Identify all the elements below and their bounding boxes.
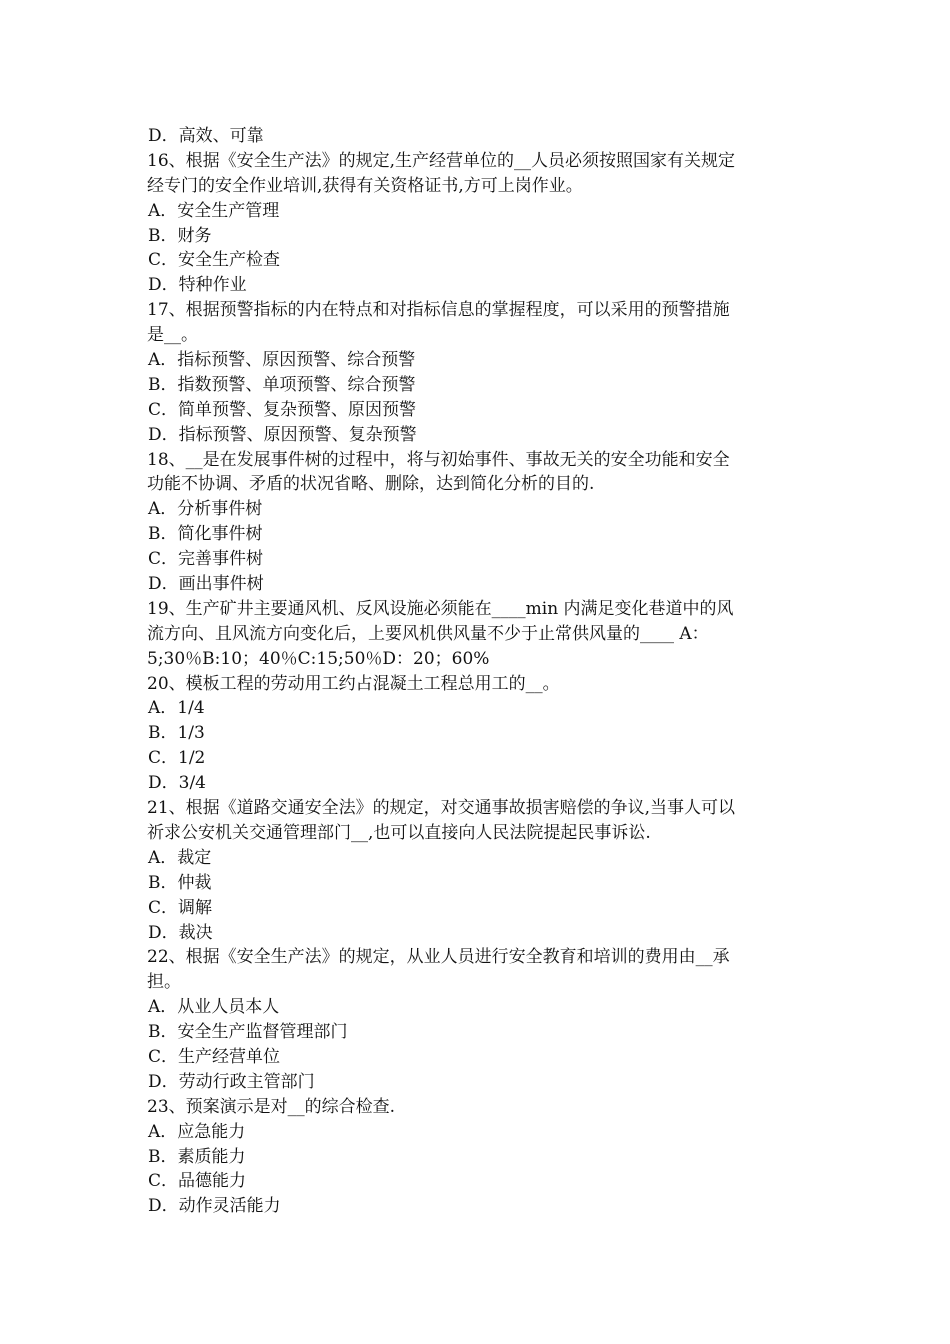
answer-option: B．财务 <box>148 225 212 246</box>
question-text-line: 19、生产矿井主要通风机、反风设施必须能在____min 内满足变化巷道中的风 <box>147 598 734 619</box>
question-text-line: 是__。 <box>147 325 198 346</box>
question-text-line: 18、__是在发展事件树的过程中，将与初始事件、事故无关的安全功能和安全 <box>147 449 730 470</box>
answer-option: D．特种作业 <box>148 275 247 296</box>
answer-option: B．仲裁 <box>148 872 212 893</box>
answer-option: C．安全生产检查 <box>148 250 281 271</box>
question-text-line: 16、根据《安全生产法》的规定,生产经营单位的__人员必须按照国家有关规定 <box>147 150 736 171</box>
answer-option: A．分析事件树 <box>148 499 263 520</box>
question-text-line: 功能不协调、矛盾的状况省略、删除，达到简化分析的目的. <box>147 474 595 495</box>
answer-option: C．简单预警、复杂预警、原因预警 <box>148 399 417 420</box>
answer-option: D．劳动行政主管部门 <box>148 1071 315 1092</box>
question-text-line: 祈求公安机关交通管理部门__,也可以直接向人民法院提起民事诉讼. <box>147 822 651 843</box>
answer-option: B．素质能力 <box>148 1146 246 1167</box>
answer-option: B．简化事件树 <box>148 524 263 545</box>
answer-option: D．3/4 <box>148 773 206 794</box>
answer-option: C．品德能力 <box>148 1171 247 1192</box>
answer-option: D．裁决 <box>148 922 213 943</box>
answer-option: A．指标预警、原因预警、综合预警 <box>148 350 416 371</box>
question-text-line: 5;30％B:10；40％C:15;50％D：20；60% <box>147 648 490 669</box>
answer-option: B．指数预警、单项预警、综合预警 <box>148 374 416 395</box>
answer-option: A．应急能力 <box>148 1121 246 1142</box>
answer-option: D．动作灵活能力 <box>148 1196 281 1217</box>
question-text-line: 23、预案演示是对__的综合检查. <box>147 1096 396 1117</box>
question-text-line: 流方向、且风流方向变化后，上要风机供风量不少于止常供风量的____ A： <box>147 623 709 644</box>
answer-option: D．指标预警、原因预警、复杂预警 <box>148 424 417 445</box>
question-text-line: 经专门的安全作业培训,获得有关资格证书,方可上岗作业。 <box>147 175 583 196</box>
answer-option: B．安全生产监督管理部门 <box>148 1022 348 1043</box>
answer-option: C．调解 <box>148 897 213 918</box>
answer-option: B．1/3 <box>148 723 205 744</box>
answer-option: A．1/4 <box>148 698 205 719</box>
answer-option: A．从业人员本人 <box>148 997 280 1018</box>
document-page <box>147 124 813 1219</box>
answer-option: A．裁定 <box>148 847 212 868</box>
question-text-line: 17、根据预警指标的内在特点和对指标信息的掌握程度，可以采用的预警措施 <box>147 300 730 321</box>
question-text-line: 担。 <box>147 972 181 993</box>
answer-option: D．高效、可靠 <box>148 126 264 146</box>
answer-option: C．生产经营单位 <box>148 1046 281 1067</box>
question-text-line: 21、根据《道路交通安全法》的规定，对交通事故损害赔偿的争议,当事人可以 <box>147 798 736 819</box>
answer-option: D．画出事件树 <box>148 574 264 595</box>
question-text-line: 22、根据《安全生产法》的规定，从业人员进行安全教育和培训的费用由__承 <box>147 947 730 968</box>
answer-option: C．1/2 <box>148 748 206 769</box>
answer-option: C．完善事件树 <box>148 549 264 570</box>
answer-option: A．安全生产管理 <box>148 200 280 221</box>
question-text-line: 20、模板工程的劳动用工约占混凝土工程总用工的__。 <box>147 673 560 694</box>
